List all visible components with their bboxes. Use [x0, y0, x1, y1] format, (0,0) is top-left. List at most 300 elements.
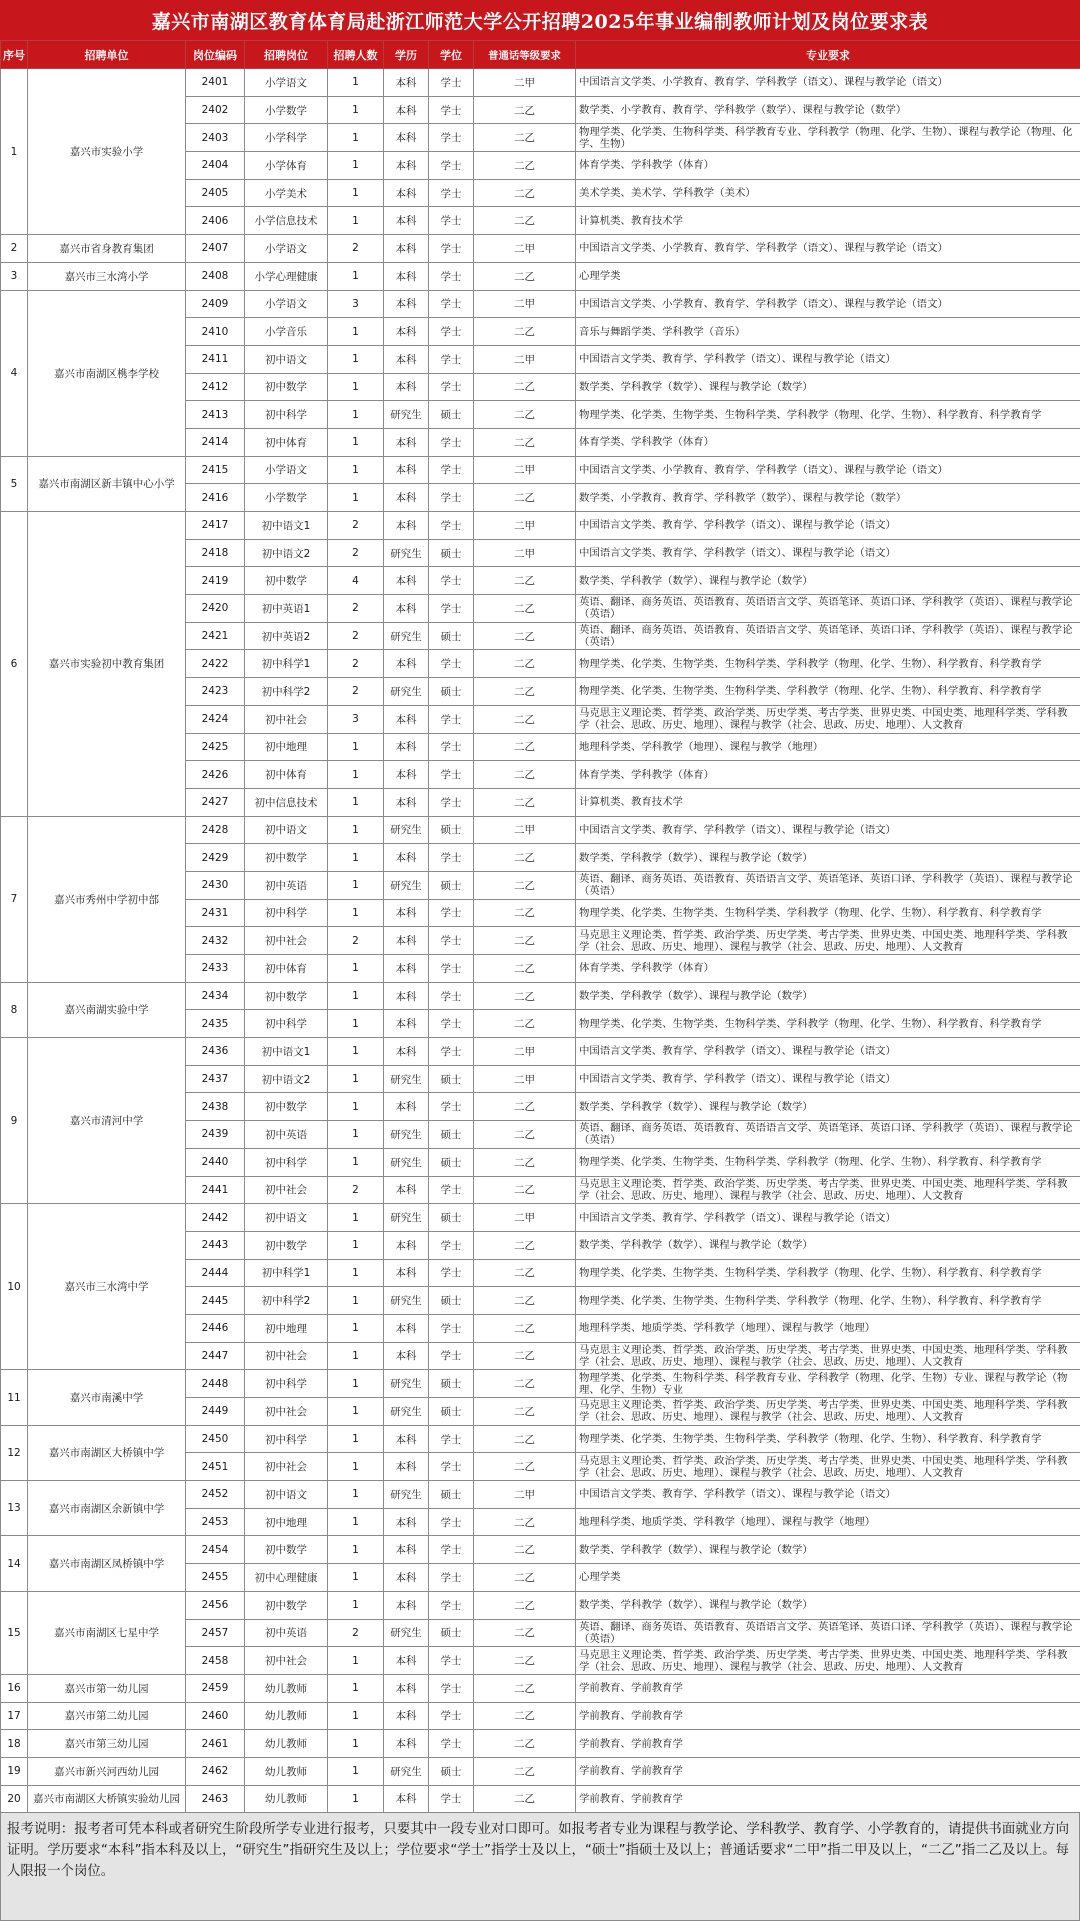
cell-code: 2430: [186, 871, 245, 899]
cell-major: 计算机类、教育技术学: [576, 207, 1080, 235]
cell-education: 本科: [384, 428, 429, 456]
cell-degree: 学士: [429, 1591, 474, 1619]
cell-position: 初中科学: [245, 1148, 328, 1176]
cell-education: 本科: [384, 1730, 429, 1758]
cell-education: 本科: [384, 1231, 429, 1259]
cell-major: 数学类、学科教学（数学）、课程与教学论（数学）: [576, 844, 1080, 872]
cell-major: 英语、翻译、商务英语、英语教育、英语语言文学、英语笔译、英语口译、学科教学（英语）、课程与教学论（英语）: [576, 1619, 1080, 1647]
cell-major: 马克思主义理论类、哲学类、政治学类、历史学类、考古学类、世界史类、中国史类、地理科学类、学科教学（社会、思政、历史、地理）、课程与教学（社会、思政、历史、地理）、人文教育: [576, 927, 1080, 955]
cell-major: 中国语言文学类、教育学、学科教学（语文）、课程与教学论（语文）: [576, 1065, 1080, 1093]
cell-degree: 学士: [429, 1453, 474, 1481]
cell-degree: 学士: [429, 927, 474, 955]
cell-education: 研究生: [384, 1757, 429, 1785]
cell-code: 2452: [186, 1481, 245, 1509]
cell-count: 1: [328, 1314, 384, 1342]
cell-major: 英语、翻译、商务英语、英语教育、英语语言文学、英语笔译、英语口译、学科教学（英语）、课程与教学论（英语）: [576, 622, 1080, 650]
cell-mandarin: 二乙: [474, 179, 576, 207]
cell-education: 本科: [384, 1785, 429, 1813]
cell-mandarin: 二乙: [474, 207, 576, 235]
cell-major: 物理学类、化学类、生物学类、生物科学类、学科教学（物理、化学、生物）、科学教育、科学教育学: [576, 899, 1080, 927]
cell-education: 研究生: [384, 1148, 429, 1176]
cell-count: 4: [328, 567, 384, 595]
cell-code: 2456: [186, 1591, 245, 1619]
cell-mandarin: 二乙: [474, 1010, 576, 1038]
cell-mandarin: 二乙: [474, 1259, 576, 1287]
cell-degree: 学士: [429, 1093, 474, 1121]
cell-count: 1: [328, 373, 384, 401]
cell-count: 1: [328, 1038, 384, 1066]
cell-education: 本科: [384, 512, 429, 540]
cell-seq: 4: [1, 290, 28, 456]
cell-degree: 学士: [429, 1038, 474, 1066]
cell-education: 本科: [384, 1536, 429, 1564]
cell-education: 本科: [384, 1453, 429, 1481]
cell-count: 1: [328, 1398, 384, 1426]
cell-position: 初中语文: [245, 1204, 328, 1232]
cell-degree: 硕士: [429, 1398, 474, 1426]
cell-mandarin: 二乙: [474, 1674, 576, 1702]
cell-major: 中国语言文学类、教育学、学科教学（语文）、课程与教学论（语文）: [576, 1038, 1080, 1066]
cell-degree: 学士: [429, 373, 474, 401]
cell-major: 数学类、小学教育、教育学、学科教学（数学）、课程与教学论（数学）: [576, 96, 1080, 124]
cell-count: 1: [328, 1508, 384, 1536]
table-row: [1, 1481, 1080, 1509]
cell-seq: 19: [1, 1757, 28, 1785]
cell-mandarin: 二乙: [474, 428, 576, 456]
cell-education: 研究生: [384, 1121, 429, 1149]
cell-code: 2450: [186, 1425, 245, 1453]
cell-degree: 学士: [429, 733, 474, 761]
cell-degree: 学士: [429, 428, 474, 456]
cell-education: 本科: [384, 1564, 429, 1592]
cell-code: 2454: [186, 1536, 245, 1564]
cell-mandarin: 二乙: [474, 373, 576, 401]
cell-position: 初中语文2: [245, 539, 328, 567]
cell-degree: 硕士: [429, 1148, 474, 1176]
cell-education: 本科: [384, 152, 429, 180]
cell-mandarin: 二乙: [474, 844, 576, 872]
cell-position: 小学数学: [245, 96, 328, 124]
cell-mandarin: 二乙: [474, 595, 576, 623]
cell-major: 学前教育、学前教育学: [576, 1757, 1080, 1785]
cell-seq: 5: [1, 456, 28, 511]
cell-count: 2: [328, 235, 384, 263]
table-row: [1, 1730, 1080, 1758]
cell-degree: 硕士: [429, 1065, 474, 1093]
cell-major: 物理学类、化学类、生物学类、生物科学类、学科教学（物理、化学、生物）、科学教育、科学教育学: [576, 1259, 1080, 1287]
cell-major: 体育学类、学科教学（体育）: [576, 428, 1080, 456]
cell-position: 初中科学1: [245, 650, 328, 678]
cell-position: 初中地理: [245, 733, 328, 761]
cell-count: 1: [328, 1730, 384, 1758]
cell-major: 英语、翻译、商务英语、英语教育、英语语言文学、英语笔译、英语口译、学科教学（英语）、课程与教学论（英语）: [576, 1121, 1080, 1149]
cell-unit: 嘉兴市省身教育集团: [28, 235, 186, 263]
cell-count: 1: [328, 428, 384, 456]
cell-major: 体育学类、学科教学（体育）: [576, 955, 1080, 983]
cell-mandarin: 二乙: [474, 650, 576, 678]
cell-code: 2453: [186, 1508, 245, 1536]
cell-code: 2411: [186, 345, 245, 373]
cell-position: 初中科学: [245, 1010, 328, 1038]
cell-code: 2449: [186, 1398, 245, 1426]
cell-degree: 学士: [429, 345, 474, 373]
cell-major: 马克思主义理论类、哲学类、政治学类、历史学类、考古学类、世界史类、中国史类、地理科学类、学科教学（社会、思政、历史、地理）、课程与教学（社会、思政、历史、地理）、人文教育: [576, 705, 1080, 733]
cell-code: 2434: [186, 982, 245, 1010]
cell-position: 初中体育: [245, 955, 328, 983]
header-mandarin: 普通话等级要求: [474, 41, 576, 69]
table-row: [1, 816, 1080, 844]
cell-count: 1: [328, 1674, 384, 1702]
cell-major: 马克思主义理论类、哲学类、政治学类、历史学类、考古学类、世界史类、中国史类、地理科学类、学科教学（社会、思政、历史、地理）、课程与教学（社会、思政、历史、地理）、人文教育: [576, 1176, 1080, 1204]
cell-major: 数学类、小学教育、教育学、学科教学（数学）、课程与教学论（数学）: [576, 484, 1080, 512]
cell-position: 初中社会: [245, 1647, 328, 1675]
cell-mandarin: 二乙: [474, 567, 576, 595]
cell-mandarin: 二乙: [474, 1564, 576, 1592]
cell-degree: 学士: [429, 899, 474, 927]
cell-major: 马克思主义理论类、哲学类、政治学类、历史学类、考古学类、世界史类、中国史类、地理科学类、学科教学（社会、思政、历史、地理）、课程与教学（社会、思政、历史、地理）、人文教育: [576, 1398, 1080, 1426]
cell-education: 本科: [384, 1342, 429, 1370]
cell-count: 1: [328, 96, 384, 124]
cell-code: 2404: [186, 152, 245, 180]
cell-education: 本科: [384, 899, 429, 927]
cell-mandarin: 二乙: [474, 1730, 576, 1758]
cell-degree: 学士: [429, 1508, 474, 1536]
cell-degree: 学士: [429, 1647, 474, 1675]
cell-education: 本科: [384, 318, 429, 346]
cell-degree: 硕士: [429, 1481, 474, 1509]
cell-code: 2413: [186, 401, 245, 429]
cell-count: 2: [328, 595, 384, 623]
cell-major: 学前教育、学前教育学: [576, 1702, 1080, 1730]
cell-seq: 8: [1, 982, 28, 1037]
cell-education: 本科: [384, 1010, 429, 1038]
cell-code: 2459: [186, 1674, 245, 1702]
cell-education: 本科: [384, 1038, 429, 1066]
cell-major: 物理学类、化学类、生物学类、生物科学类、学科教学（物理、化学、生物）、科学教育、科学教育学: [576, 1148, 1080, 1176]
cell-mandarin: 二乙: [474, 788, 576, 816]
cell-seq: 17: [1, 1702, 28, 1730]
cell-count: 2: [328, 1619, 384, 1647]
cell-mandarin: 二乙: [474, 1231, 576, 1259]
cell-education: 研究生: [384, 539, 429, 567]
cell-count: 1: [328, 1453, 384, 1481]
table-row: [1, 69, 1080, 97]
cell-unit: 嘉兴市新兴河西幼儿园: [28, 1757, 186, 1785]
table-row: [1, 982, 1080, 1010]
cell-code: 2445: [186, 1287, 245, 1315]
cell-position: 初中社会: [245, 1453, 328, 1481]
cell-count: 1: [328, 345, 384, 373]
cell-education: 研究生: [384, 816, 429, 844]
cell-education: 本科: [384, 1647, 429, 1675]
cell-count: 1: [328, 1259, 384, 1287]
cell-count: 1: [328, 1702, 384, 1730]
cell-position: 初中科学: [245, 1370, 328, 1398]
cell-education: 本科: [384, 788, 429, 816]
cell-degree: 学士: [429, 1564, 474, 1592]
cell-degree: 学士: [429, 982, 474, 1010]
cell-major: 中国语言文学类、教育学、学科教学（语文）、课程与教学论（语文）: [576, 816, 1080, 844]
cell-code: 2435: [186, 1010, 245, 1038]
cell-count: 1: [328, 1148, 384, 1176]
cell-major: 中国语言文学类、教育学、学科教学（语文）、课程与教学论（语文）: [576, 539, 1080, 567]
cell-major: 体育学类、学科教学（体育）: [576, 761, 1080, 789]
cell-count: 1: [328, 816, 384, 844]
cell-seq: 12: [1, 1425, 28, 1480]
cell-position: 初中语文2: [245, 1065, 328, 1093]
cell-position: 初中语文: [245, 1481, 328, 1509]
cell-education: 研究生: [384, 871, 429, 899]
cell-education: 本科: [384, 567, 429, 595]
cell-mandarin: 二甲: [474, 1481, 576, 1509]
table-row: [1, 1591, 1080, 1619]
cell-seq: 9: [1, 1038, 28, 1204]
cell-position: 初中心理健康: [245, 1564, 328, 1592]
cell-code: 2427: [186, 788, 245, 816]
cell-code: 2424: [186, 705, 245, 733]
cell-position: 初中语文1: [245, 512, 328, 540]
cell-count: 1: [328, 1425, 384, 1453]
cell-major: 中国语言文学类、教育学、学科教学（语文）、课程与教学论（语文）: [576, 345, 1080, 373]
cell-degree: 学士: [429, 262, 474, 290]
cell-degree: 学士: [429, 456, 474, 484]
cell-position: 幼儿教师: [245, 1702, 328, 1730]
cell-position: 幼儿教师: [245, 1674, 328, 1702]
cell-position: 初中体育: [245, 761, 328, 789]
cell-major: 物理学类、化学类、生物学类、生物科学类、学科教学（物理、化学、生物）、科学教育、科学教育学: [576, 1425, 1080, 1453]
cell-education: 本科: [384, 262, 429, 290]
cell-education: 本科: [384, 1702, 429, 1730]
cell-count: 1: [328, 1647, 384, 1675]
cell-degree: 学士: [429, 788, 474, 816]
cell-code: 2432: [186, 927, 245, 955]
cell-education: 研究生: [384, 1481, 429, 1509]
cell-major: 马克思主义理论类、哲学类、政治学类、历史学类、考古学类、世界史类、中国史类、地理科学类、学科教学（社会、思政、历史、地理）、课程与教学（社会、思政、历史、地理）、人文教育: [576, 1342, 1080, 1370]
cell-mandarin: 二乙: [474, 1287, 576, 1315]
cell-position: 小学科学: [245, 124, 328, 152]
header-seq: 序号: [1, 41, 28, 69]
cell-major: 物理学类、化学类、生物科学类、科学教育专业、学科教学（物理、化学、生物）、课程与教学论（物理、化学、生物）: [576, 124, 1080, 152]
cell-major: 心理学类: [576, 1564, 1080, 1592]
cell-major: 数学类、学科教学（数学）、课程与教学论（数学）: [576, 567, 1080, 595]
cell-code: 2422: [186, 650, 245, 678]
cell-position: 幼儿教师: [245, 1730, 328, 1758]
cell-code: 2436: [186, 1038, 245, 1066]
cell-mandarin: 二乙: [474, 1342, 576, 1370]
cell-code: 2431: [186, 899, 245, 927]
cell-major: 物理学类、化学类、生物学类、生物科学类、学科教学（物理、化学、生物）、科学教育、科学教育学: [576, 1010, 1080, 1038]
cell-mandarin: 二乙: [474, 401, 576, 429]
header-code: 岗位编码: [186, 41, 245, 69]
cell-count: 1: [328, 1564, 384, 1592]
cell-degree: 学士: [429, 1536, 474, 1564]
cell-education: 本科: [384, 207, 429, 235]
cell-seq: 15: [1, 1591, 28, 1674]
cell-unit: 嘉兴市南湖区槜李学校: [28, 290, 186, 456]
cell-count: 1: [328, 1757, 384, 1785]
cell-mandarin: 二甲: [474, 456, 576, 484]
cell-seq: 2: [1, 235, 28, 263]
cell-code: 2418: [186, 539, 245, 567]
cell-degree: 学士: [429, 207, 474, 235]
cell-position: 小学语文: [245, 235, 328, 263]
cell-unit: 嘉兴市南湖区大桥镇中学: [28, 1425, 186, 1480]
cell-code: 2414: [186, 428, 245, 456]
cell-mandarin: 二甲: [474, 816, 576, 844]
cell-position: 小学音乐: [245, 318, 328, 346]
cell-unit: 嘉兴南湖实验中学: [28, 982, 186, 1037]
cell-degree: 学士: [429, 290, 474, 318]
cell-unit: 嘉兴市秀州中学初中部: [28, 816, 186, 982]
cell-count: 2: [328, 678, 384, 706]
cell-unit: 嘉兴市第二幼儿园: [28, 1702, 186, 1730]
cell-education: 本科: [384, 844, 429, 872]
cell-seq: 11: [1, 1370, 28, 1425]
cell-position: 初中语文: [245, 345, 328, 373]
cell-position: 初中英语2: [245, 622, 328, 650]
cell-code: 2408: [186, 262, 245, 290]
cell-major: 地理科学类、地质学类、学科教学（地理）、课程与教学（地理）: [576, 1314, 1080, 1342]
cell-count: 1: [328, 1536, 384, 1564]
cell-education: 本科: [384, 290, 429, 318]
cell-education: 本科: [384, 96, 429, 124]
cell-seq: 7: [1, 816, 28, 982]
cell-position: 初中英语: [245, 1619, 328, 1647]
cell-major: 中国语言文学类、教育学、学科教学（语文）、课程与教学论（语文）: [576, 1204, 1080, 1232]
cell-count: 2: [328, 622, 384, 650]
cell-code: 2462: [186, 1757, 245, 1785]
cell-education: 研究生: [384, 622, 429, 650]
cell-unit: 嘉兴市南湖区七星中学: [28, 1591, 186, 1674]
cell-mandarin: 二乙: [474, 1148, 576, 1176]
cell-code: 2461: [186, 1730, 245, 1758]
cell-count: 1: [328, 955, 384, 983]
cell-education: 研究生: [384, 1398, 429, 1426]
cell-mandarin: 二甲: [474, 1204, 576, 1232]
cell-count: 1: [328, 1204, 384, 1232]
cell-position: 初中科学2: [245, 1287, 328, 1315]
cell-mandarin: 二乙: [474, 484, 576, 512]
cell-count: 1: [328, 982, 384, 1010]
cell-unit: 嘉兴市实验小学: [28, 69, 186, 235]
cell-major: 中国语言文学类、小学教育、教育学、学科教学（语文）、课程与教学论（语文）: [576, 290, 1080, 318]
cell-mandarin: 二乙: [474, 1370, 576, 1398]
cell-count: 1: [328, 1370, 384, 1398]
cell-degree: 学士: [429, 1342, 474, 1370]
cell-count: 1: [328, 401, 384, 429]
cell-mandarin: 二甲: [474, 69, 576, 97]
cell-degree: 学士: [429, 152, 474, 180]
cell-mandarin: 二乙: [474, 678, 576, 706]
cell-count: 1: [328, 1231, 384, 1259]
table-row: [1, 235, 1080, 263]
cell-unit: 嘉兴市第三幼儿园: [28, 1730, 186, 1758]
cell-education: 本科: [384, 733, 429, 761]
cell-count: 3: [328, 290, 384, 318]
cell-count: 2: [328, 512, 384, 540]
cell-count: 1: [328, 899, 384, 927]
cell-education: 本科: [384, 1508, 429, 1536]
cell-count: 1: [328, 871, 384, 899]
cell-degree: 学士: [429, 567, 474, 595]
cell-education: 研究生: [384, 1287, 429, 1315]
cell-education: 本科: [384, 955, 429, 983]
cell-count: 1: [328, 844, 384, 872]
cell-count: 1: [328, 262, 384, 290]
cell-code: 2447: [186, 1342, 245, 1370]
table-row: [1, 1038, 1080, 1066]
cell-position: 小学体育: [245, 152, 328, 180]
cell-degree: 学士: [429, 1785, 474, 1813]
cell-mandarin: 二乙: [474, 1425, 576, 1453]
cell-code: 2440: [186, 1148, 245, 1176]
cell-count: 1: [328, 207, 384, 235]
cell-position: 初中数学: [245, 1591, 328, 1619]
cell-seq: 16: [1, 1674, 28, 1702]
cell-major: 中国语言文学类、小学教育、教育学、学科教学（语文）、课程与教学论（语文）: [576, 456, 1080, 484]
cell-count: 1: [328, 484, 384, 512]
cell-position: 初中数学: [245, 982, 328, 1010]
cell-degree: 学士: [429, 179, 474, 207]
cell-code: 2437: [186, 1065, 245, 1093]
cell-code: 2412: [186, 373, 245, 401]
cell-unit: 嘉兴市南湖区凤桥镇中学: [28, 1536, 186, 1591]
cell-code: 2451: [186, 1453, 245, 1481]
cell-position: 小学信息技术: [245, 207, 328, 235]
cell-major: 学前教育、学前教育学: [576, 1674, 1080, 1702]
header-education: 学历: [384, 41, 429, 69]
table-row: [1, 1370, 1080, 1398]
cell-code: 2421: [186, 622, 245, 650]
cell-code: 2441: [186, 1176, 245, 1204]
cell-mandarin: 二乙: [474, 1176, 576, 1204]
cell-mandarin: 二乙: [474, 705, 576, 733]
cell-code: 2439: [186, 1121, 245, 1149]
cell-mandarin: 二乙: [474, 1121, 576, 1149]
cell-education: 研究生: [384, 1204, 429, 1232]
cell-position: 初中数学: [245, 844, 328, 872]
table-row: [1, 262, 1080, 290]
cell-degree: 学士: [429, 235, 474, 263]
table-row: [1, 512, 1080, 540]
cell-code: 2463: [186, 1785, 245, 1813]
cell-degree: 学士: [429, 844, 474, 872]
cell-education: 本科: [384, 1314, 429, 1342]
cell-mandarin: 二乙: [474, 1314, 576, 1342]
cell-degree: 硕士: [429, 678, 474, 706]
cell-position: 初中体育: [245, 428, 328, 456]
cell-code: 2409: [186, 290, 245, 318]
cell-mandarin: 二乙: [474, 1536, 576, 1564]
cell-education: 本科: [384, 484, 429, 512]
cell-unit: 嘉兴市南湖区新丰镇中心小学: [28, 456, 186, 511]
cell-position: 初中科学: [245, 899, 328, 927]
cell-count: 1: [328, 152, 384, 180]
cell-count: 2: [328, 650, 384, 678]
cell-degree: 学士: [429, 124, 474, 152]
cell-code: 2415: [186, 456, 245, 484]
cell-major: 物理学类、化学类、生物学类、生物科学类、学科教学（物理、化学、生物）、科学教育、科学教育学: [576, 678, 1080, 706]
cell-count: 1: [328, 69, 384, 97]
cell-major: 地理科学类、地质学类、学科教学（地理）、课程与教学（地理）: [576, 1508, 1080, 1536]
cell-code: 2406: [186, 207, 245, 235]
table-row: [1, 1702, 1080, 1730]
cell-degree: 硕士: [429, 1619, 474, 1647]
cell-degree: 硕士: [429, 1204, 474, 1232]
table-row: [1, 290, 1080, 318]
cell-mandarin: 二乙: [474, 1757, 576, 1785]
cell-major: 学前教育、学前教育学: [576, 1730, 1080, 1758]
